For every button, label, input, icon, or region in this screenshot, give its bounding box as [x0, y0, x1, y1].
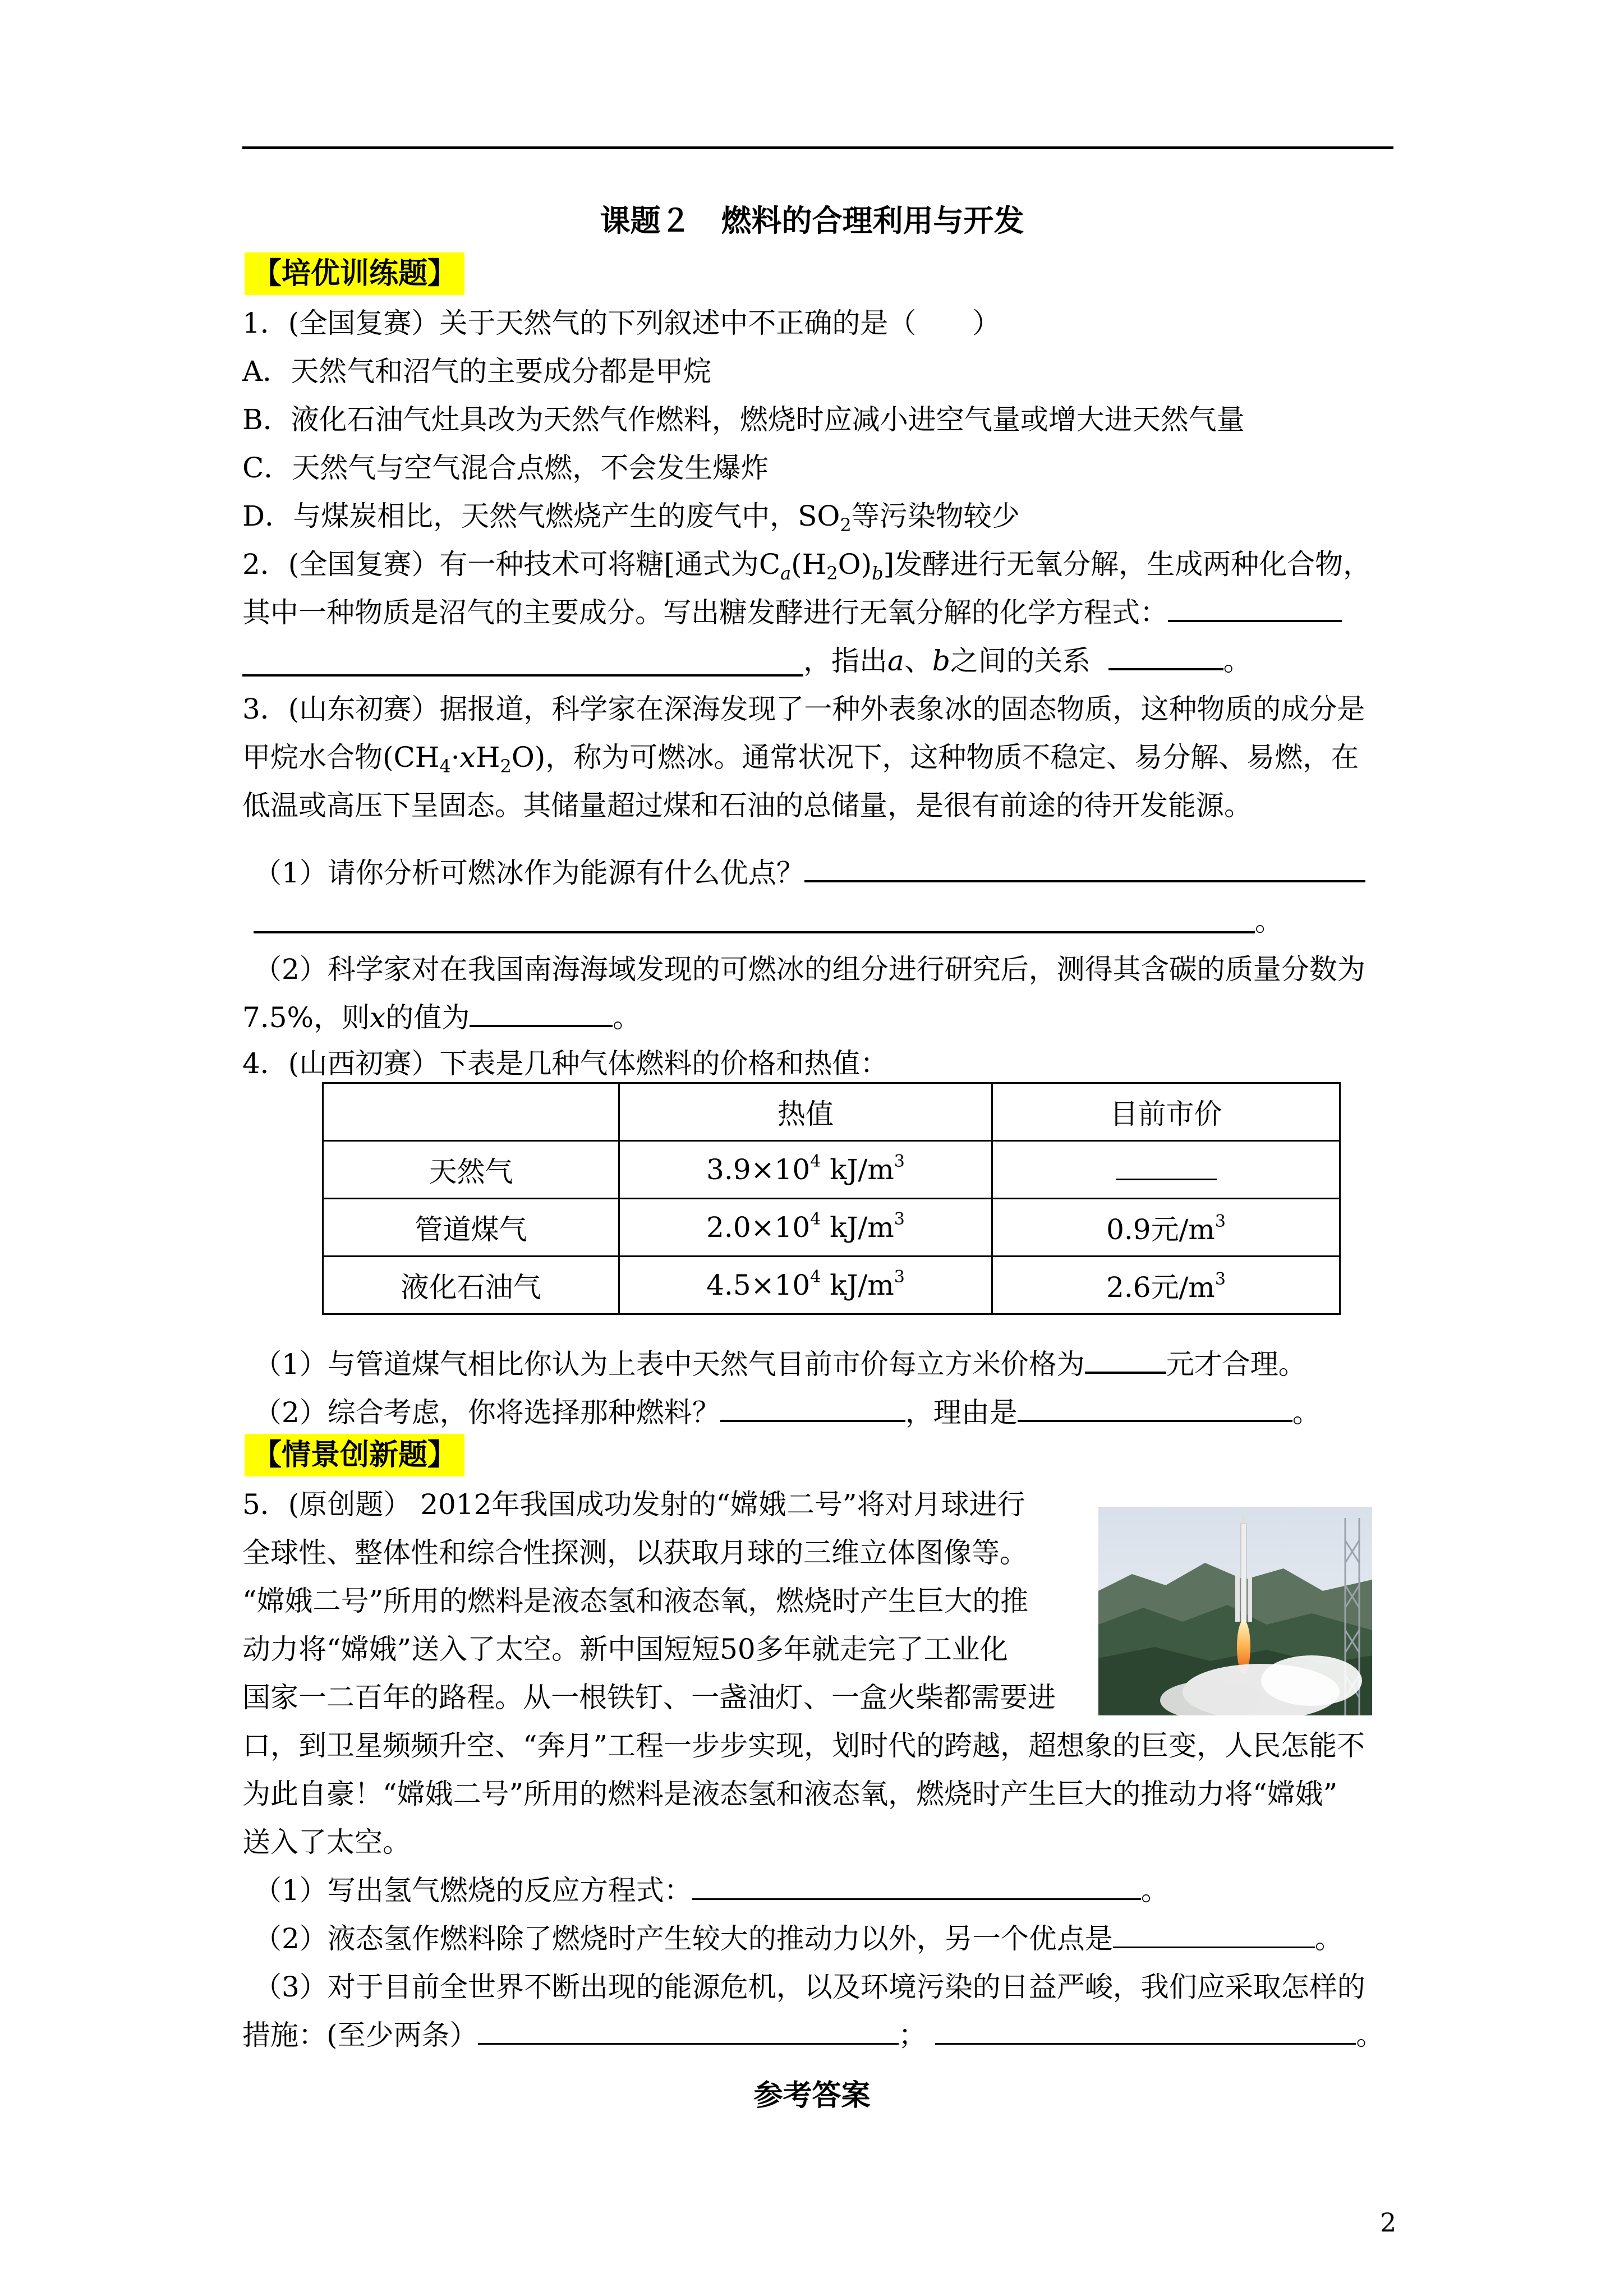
table-row — [323, 1257, 1340, 1314]
q1-option-b: B．液化石油气灶具改为天然气作燃料，燃烧时应减小进空气量或增大进天然气量 — [242, 403, 1245, 436]
q1-stem: 1．(全国复赛）关于天然气的下列叙述中不正确的是（ ） — [242, 307, 1001, 339]
q5-advantage-blank[interactable] — [1113, 1917, 1315, 1948]
q3-x-blank[interactable] — [470, 996, 613, 1027]
q4-fuel-choice-blank[interactable] — [720, 1391, 905, 1422]
page-number: 2 — [1380, 2207, 1397, 2238]
q3-stem-line2: 甲烷水合物$(CH_4\cdot xH_2O)$，称为可燃冰。通常状况下，这种物质不稳定、易分解、易燃，在 — [242, 741, 1359, 777]
q2-equation-blank-cont[interactable] — [242, 674, 803, 677]
table-header-row — [323, 1083, 1340, 1141]
q5-measure-blank-2[interactable] — [935, 2014, 1356, 2045]
table-header-cell: 目前市价 — [992, 1083, 1340, 1141]
q5-measure-blank-1[interactable] — [478, 2014, 899, 2045]
q5-sub3: （3）对于目前全世界不断出现的能源危机，以及环境污染的日益严峻，我们应采取怎样的 — [254, 1971, 1365, 2003]
q4-sub2: （2）综合考虑，你将选择那种燃料？ ，理由是 。 — [254, 1388, 1321, 1437]
table-row — [323, 1141, 1340, 1199]
table-cell-price: 2.6元$/m^3$ — [992, 1257, 1340, 1314]
q4-reason-blank[interactable] — [1018, 1391, 1292, 1422]
q5-text-line2: 全球性、整体性和综合性探测，以获取月球的三维立体图像等。 — [242, 1536, 1028, 1569]
q2-stem-line1: 2．(全国复赛）有一种技术可将糖[通式为$C_a(H_2O)_b$]发酵进行无氧分解，生成两种化合物， — [242, 548, 1372, 584]
q3-advantage-blank[interactable] — [804, 851, 1365, 882]
q3-sub1: （1）请你分析可燃冰作为能源有什么优点？ — [254, 848, 1365, 898]
q3-sub1-end: 。 — [1255, 905, 1283, 937]
q5-text-line6: 口，到卫星频频升空、“奔月”工程一步步实现，划时代的跨越，超想象的巨变，人民怎能不 — [242, 1729, 1365, 1762]
q5-text-line8: 送入了太空。 — [242, 1826, 411, 1858]
q3-sub2: （2）科学家对在我国南海海域发现的可燃冰的组分进行研究后，测得其含碳的质量分数为 — [254, 953, 1365, 986]
q2-stem-line2: 其中一种物质是沼气的主要成分。写出糖发酵进行无氧分解的化学方程式： — [242, 588, 1342, 637]
q3-sub2-line2: 7.5%，则x的值为 。 — [242, 993, 641, 1042]
q2-relation-line: ，指出a、b之间的关系 。 — [803, 636, 1252, 685]
table-cell-heat: $2.0\times 10^4$ $kJ/m^3$ — [619, 1199, 992, 1257]
rocket-launch-photo — [1098, 1507, 1372, 1715]
table-cell-price: 0.9元$/m^3$ — [992, 1199, 1340, 1257]
answers-heading: 参考答案 — [753, 2078, 871, 2113]
q5-text-line1: 5．(原创题） 2012年我国成功发射的“嫦娥二号”将对月球进行 — [242, 1488, 1025, 1521]
fuel-price-table — [322, 1082, 1341, 1315]
q5-sub3-line2: 措施：(至少两条） ； 。 — [242, 2010, 1384, 2060]
q4-sub1: （1）与管道煤气相比你认为上表中天然气目前市价每立方米价格为 元才合理。 — [254, 1340, 1306, 1389]
table-cell-fuel: 管道煤气 — [323, 1199, 619, 1257]
q5-equation-blank[interactable] — [692, 1869, 1141, 1900]
section-heading-scenario: 【情景创新题】 — [245, 1434, 464, 1476]
q2-relation-blank[interactable] — [1108, 639, 1223, 670]
table-cell-heat: $4.5\times 10^4$ $kJ/m^3$ — [619, 1257, 992, 1314]
table-header-cell — [323, 1083, 619, 1141]
q5-text-line3: “嫦娥二号”所用的燃料是液态氢和液态氧，燃烧时产生巨大的推 — [242, 1585, 1029, 1617]
header-rule — [242, 146, 1393, 149]
q3-stem-line1: 3．(山东初赛）据报道，科学家在深海发现了一种外表象冰的固态物质，这种物质的成分是 — [242, 693, 1365, 725]
q4-price-blank[interactable] — [1085, 1342, 1166, 1374]
q5-sub2: （2）液态氢作燃料除了燃烧时产生较大的推动力以外，另一个优点是 。 — [254, 1914, 1343, 1963]
table-cell-heat: $3.9\times 10^4$ $kJ/m^3$ — [619, 1141, 992, 1199]
q5-sub1: （1）写出氢气燃烧的反应方程式： 。 — [254, 1866, 1169, 1915]
q5-text-line4: 动力将“嫦娥”送入了太空。新中国短短50多年就走完了工业化 — [242, 1633, 1008, 1665]
table-cell-fuel: 天然气 — [323, 1141, 619, 1199]
table-row — [323, 1199, 1340, 1257]
q5-text-line7: 为此自豪！“嫦娥二号”所用的燃料是液态氢和液态氧，燃烧时产生巨大的推动力将“嫦娥” — [242, 1778, 1338, 1810]
table-cell-fuel: 液化石油气 — [323, 1257, 619, 1314]
table-header-cell: 热值 — [619, 1083, 992, 1141]
q1-option-a: A．天然气和沼气的主要成分都是甲烷 — [242, 355, 712, 388]
table-cell-price-blank[interactable] — [992, 1141, 1340, 1199]
q5-text-line5: 国家一二百年的路程。从一根铁钉、一盏油灯、一盒火柴都需要进 — [242, 1681, 1056, 1714]
q1-option-d: D．与煤炭相比，天然气燃烧产生的废气中，$SO_2$等污染物较少 — [242, 500, 1020, 536]
q2-equation-blank[interactable] — [1168, 591, 1342, 622]
lesson-title: 课题２ 燃料的合理利用与开发 — [600, 203, 1024, 238]
q3-advantage-blank-cont[interactable] — [254, 931, 1255, 933]
section-heading-advanced: 【培优训练题】 — [245, 252, 464, 295]
q3-stem-line3: 低温或高压下呈固态。其储量超过煤和石油的总储量，是很有前途的待开发能源。 — [242, 789, 1252, 822]
q1-option-c: C．天然气与空气混合点燃，不会发生爆炸 — [242, 452, 769, 484]
q4-stem: 4．(山西初赛）下表是几种气体燃料的价格和热值： — [242, 1047, 889, 1080]
